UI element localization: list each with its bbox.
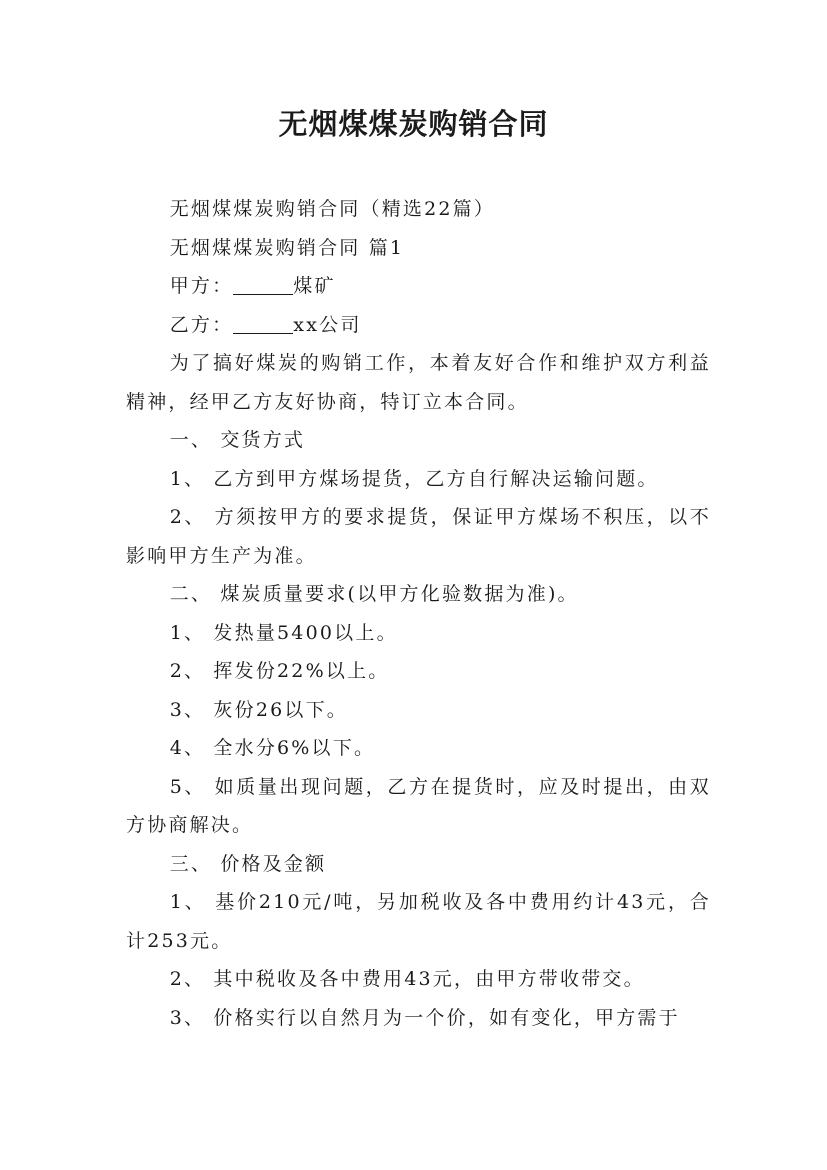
paragraph: 3、 灰份26以下。 — [169, 698, 348, 721]
party-b-line — [126, 306, 711, 345]
paragraph: 4、 全水分6%以下。 — [169, 737, 376, 759]
section-heading: 一、 交货方式 — [169, 429, 306, 451]
party-a-label: 甲方： — [169, 275, 234, 297]
document-body — [126, 190, 711, 1037]
fill-in-blank — [233, 314, 293, 334]
fill-in-blank — [233, 275, 293, 295]
paragraph: 无烟煤煤炭购销合同（精选22篇） — [169, 198, 496, 220]
section-heading: 三、 价格及金额 — [169, 852, 327, 875]
section-heading: 二、 煤炭质量要求(以甲方化验数据为准)。 — [169, 583, 579, 605]
paragraph: 1、 基价210元/吨，另加税收及各中费用约计43元，合计253元。 — [126, 891, 711, 952]
party-a-line — [126, 267, 711, 306]
paragraph: 无烟煤煤炭购销合同 篇1 — [169, 236, 405, 259]
paragraph: 2、 挥发份22%以上。 — [169, 660, 390, 682]
paragraph: 5、 如质量出现问题，乙方在提货时，应及时提出，由双方协商解决。 — [126, 775, 711, 836]
paragraph: 3、 价格实行以自然月为一个价，如有变化，甲方需于 — [169, 1006, 680, 1029]
document-title: 无烟煤煤炭购销合同 — [278, 107, 549, 141]
paragraph: 1、 发热量5400以上。 — [169, 621, 398, 644]
party-b-label: 乙方： — [169, 313, 234, 336]
party-a-name: 煤矿 — [293, 275, 336, 297]
paragraph: 2、 方须按甲方的要求提货，保证甲方煤场不积压，以不影响甲方生产为准。 — [126, 506, 711, 567]
paragraph: 2、 其中税收及各中费用43元，由甲方带收带交。 — [169, 968, 645, 990]
paragraph: 1、 乙方到甲方煤场提货，乙方自行解决运输问题。 — [169, 467, 659, 490]
paragraph: 为了搞好煤炭的购销工作，本着友好合作和维护双方利益精神，经甲乙方友好协商，特订立本合同。 — [126, 352, 711, 413]
party-b-name: xx公司 — [293, 313, 362, 336]
